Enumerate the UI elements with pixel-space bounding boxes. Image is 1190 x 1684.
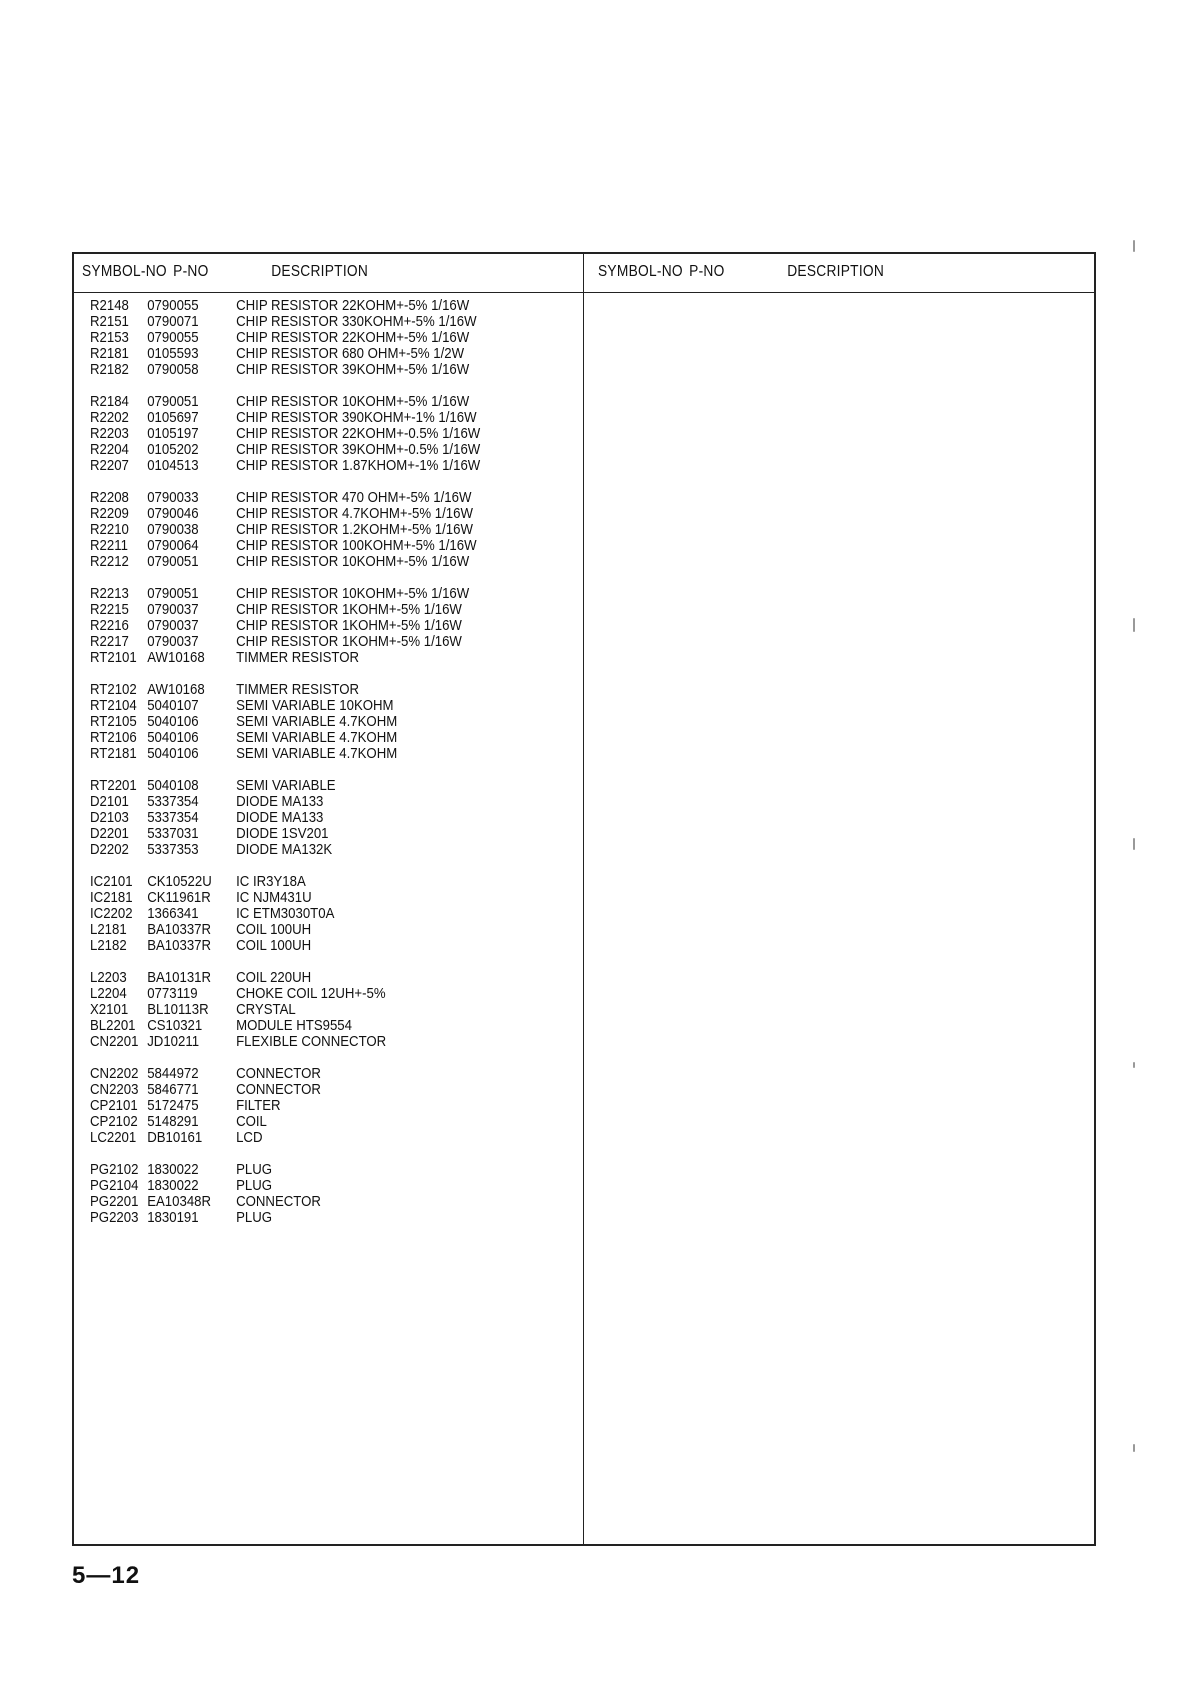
description-cell: COIL 100UH — [236, 937, 312, 955]
table-row — [90, 730, 512, 746]
description-cell: CHIP RESISTOR 10KOHM+-5% 1/16W — [236, 392, 470, 410]
p-no-cell: 5844972 — [147, 1064, 199, 1082]
table-row — [90, 1178, 512, 1194]
table-row — [90, 1002, 512, 1018]
description-cell: IC ETM3030T0A — [236, 905, 335, 922]
part-group — [90, 970, 570, 1050]
p-no-cell: 5148291 — [147, 1113, 199, 1131]
p-no-cell: 0790037 — [147, 601, 199, 618]
scan-mark — [1133, 838, 1135, 850]
symbol-no-cell: R2202 — [90, 409, 129, 427]
symbol-no-cell: BL2201 — [90, 1017, 136, 1035]
description-cell: COIL 220UH — [236, 968, 312, 986]
parts-list-table — [72, 252, 1096, 1546]
description-cell: CHIP RESISTOR 10KOHM+-5% 1/16W — [236, 553, 470, 571]
symbol-no-cell: R2181 — [90, 345, 129, 363]
symbol-no-cell: L2182 — [90, 937, 127, 955]
part-group — [90, 490, 570, 570]
p-no-cell: 0105197 — [147, 425, 199, 443]
table-row — [90, 970, 512, 986]
table-row — [90, 794, 512, 810]
symbol-no-cell: CN2202 — [90, 1064, 139, 1082]
description-cell: CHIP RESISTOR 100KOHM+-5% 1/16W — [236, 537, 477, 555]
description-cell: IC IR3Y18A — [236, 872, 306, 890]
description-cell: CHIP RESISTOR 1.2KOHM+-5% 1/16W — [236, 521, 473, 539]
description-cell: CHIP RESISTOR 1KOHM+-5% 1/16W — [236, 617, 462, 635]
description-cell: PLUG — [236, 1160, 273, 1178]
table-row — [90, 1210, 512, 1226]
p-no-cell: 0790051 — [147, 584, 199, 602]
description-cell: CHOKE COIL 12UH+-5% — [236, 984, 386, 1002]
description-cell: SEMI VARIABLE — [236, 776, 336, 794]
header-description: DESCRIPTION — [787, 263, 885, 280]
table-row — [90, 810, 512, 826]
p-no-cell: CK10522U — [147, 872, 212, 890]
symbol-no-cell: D2101 — [90, 792, 129, 810]
description-cell: CHIP RESISTOR 1KOHM+-5% 1/16W — [236, 601, 462, 618]
symbol-no-cell: RT2105 — [90, 713, 137, 731]
description-cell: DIODE MA132K — [236, 841, 333, 859]
p-no-cell: 5172475 — [147, 1096, 199, 1114]
part-group — [90, 682, 570, 762]
symbol-no-cell: R2212 — [90, 553, 129, 571]
table-row — [90, 522, 512, 538]
table-row — [90, 986, 512, 1002]
table-row — [90, 1130, 512, 1146]
table-row — [90, 682, 512, 698]
p-no-cell: 5040108 — [147, 776, 199, 794]
description-cell: CONNECTOR — [236, 1064, 321, 1082]
p-no-cell: 5846771 — [147, 1080, 199, 1098]
description-cell: IC NJM431U — [236, 888, 312, 906]
part-group — [90, 1066, 570, 1146]
symbol-no-cell: L2203 — [90, 968, 127, 986]
symbol-no-cell: PG2203 — [90, 1209, 139, 1226]
header-divider — [74, 292, 1094, 293]
symbol-no-cell: R2210 — [90, 521, 129, 539]
description-cell: DIODE 1SV201 — [236, 825, 329, 843]
description-cell: SEMI VARIABLE 4.7KOHM — [236, 729, 398, 747]
part-group — [90, 778, 570, 858]
symbol-no-cell: RT2106 — [90, 729, 137, 747]
symbol-no-cell: RT2102 — [90, 680, 137, 698]
table-row — [90, 362, 512, 378]
scan-mark — [1133, 618, 1135, 632]
p-no-cell: AW10168 — [147, 680, 205, 698]
description-cell: COIL 100UH — [236, 921, 312, 939]
table-row — [90, 826, 512, 842]
table-row — [90, 314, 512, 330]
table-row — [90, 634, 512, 650]
p-no-cell: 0105593 — [147, 345, 199, 363]
scan-mark — [1133, 240, 1135, 252]
symbol-no-cell: R2182 — [90, 361, 129, 379]
p-no-cell: BL10113R — [147, 1000, 209, 1018]
description-cell: TIMMER RESISTOR — [236, 649, 360, 667]
parts-rows — [90, 298, 570, 1242]
part-group — [90, 394, 570, 474]
table-row — [90, 602, 512, 618]
table-row — [90, 714, 512, 730]
p-no-cell: 0790038 — [147, 521, 199, 539]
table-row — [90, 1194, 512, 1210]
p-no-cell: 5337354 — [147, 809, 199, 827]
table-row — [90, 890, 512, 906]
symbol-no-cell: RT2181 — [90, 745, 137, 763]
symbol-no-cell: D2103 — [90, 809, 129, 827]
table-row — [90, 1082, 512, 1098]
table-row — [90, 506, 512, 522]
column-divider — [583, 254, 584, 1544]
description-cell: CHIP RESISTOR 470 OHM+-5% 1/16W — [236, 488, 472, 506]
table-row — [90, 938, 512, 954]
p-no-cell: BA10337R — [147, 921, 212, 939]
p-no-cell: 5337031 — [147, 825, 199, 843]
table-row — [90, 1018, 512, 1034]
p-no-cell: 0773119 — [147, 984, 198, 1002]
symbol-no-cell: R2209 — [90, 505, 129, 523]
p-no-cell: 0790058 — [147, 361, 199, 379]
symbol-no-cell: RT2104 — [90, 696, 137, 714]
symbol-no-cell: IC2202 — [90, 905, 133, 922]
p-no-cell: AW10168 — [147, 649, 205, 667]
description-cell: SEMI VARIABLE 10KOHM — [236, 696, 394, 714]
description-cell: CHIP RESISTOR 1.87KHOM+-1% 1/16W — [236, 457, 481, 475]
table-row — [90, 1034, 512, 1050]
p-no-cell: 0790051 — [147, 553, 199, 571]
table-row — [90, 538, 512, 554]
page-number: 5—12 — [72, 1562, 141, 1589]
description-cell: TIMMER RESISTOR — [236, 680, 360, 698]
symbol-no-cell: D2202 — [90, 841, 129, 859]
description-cell: CONNECTOR — [236, 1192, 321, 1210]
p-no-cell: 0104513 — [147, 457, 199, 475]
symbol-no-cell: CN2203 — [90, 1080, 139, 1098]
p-no-cell: CK11961R — [147, 888, 211, 906]
scan-mark — [1133, 1062, 1135, 1068]
scan-mark — [1133, 1444, 1135, 1452]
table-row — [90, 698, 512, 714]
table-row — [90, 410, 512, 426]
header-p-no: P-NO — [173, 263, 209, 280]
table-row — [90, 1066, 512, 1082]
p-no-cell: 1830191 — [147, 1209, 199, 1226]
symbol-no-cell: RT2101 — [90, 649, 137, 667]
symbol-no-cell: IC2101 — [90, 872, 133, 890]
symbol-no-cell: R2207 — [90, 457, 129, 475]
description-cell: CHIP RESISTOR 22KOHM+-5% 1/16W — [236, 297, 470, 314]
table-row — [90, 298, 512, 314]
p-no-cell: 1366341 — [147, 905, 199, 922]
symbol-no-cell: X2101 — [90, 1000, 129, 1018]
p-no-cell: 0790055 — [147, 297, 199, 314]
description-cell: COIL — [236, 1113, 267, 1131]
table-row — [90, 554, 512, 570]
header-p-no: P-NO — [689, 263, 725, 280]
symbol-no-cell: PG2102 — [90, 1160, 139, 1178]
symbol-no-cell: L2181 — [90, 921, 127, 939]
p-no-cell: 0790033 — [147, 488, 199, 506]
p-no-cell: 0790055 — [147, 329, 199, 347]
left-header — [82, 263, 368, 281]
table-row — [90, 394, 512, 410]
p-no-cell: 5337354 — [147, 792, 199, 810]
symbol-no-cell: CP2102 — [90, 1113, 138, 1131]
table-row — [90, 442, 512, 458]
description-cell: CHIP RESISTOR 330KOHM+-5% 1/16W — [236, 313, 477, 331]
header-description: DESCRIPTION — [271, 263, 369, 280]
symbol-no-cell: LC2201 — [90, 1129, 137, 1147]
p-no-cell: BA10131R — [147, 968, 212, 986]
description-cell: CHIP RESISTOR 1KOHM+-5% 1/16W — [236, 633, 462, 651]
description-cell: SEMI VARIABLE 4.7KOHM — [236, 745, 398, 763]
symbol-no-cell: R2208 — [90, 488, 129, 506]
description-cell: FLEXIBLE CONNECTOR — [236, 1033, 387, 1051]
description-cell: LCD — [236, 1129, 263, 1147]
description-cell: CHIP RESISTOR 4.7KOHM+-5% 1/16W — [236, 505, 473, 523]
table-row — [90, 1098, 512, 1114]
p-no-cell: 0790051 — [147, 392, 199, 410]
header-symbol-no: SYMBOL-NO — [598, 263, 683, 280]
table-row — [90, 906, 512, 922]
part-group — [90, 298, 570, 378]
description-cell: CHIP RESISTOR 22KOHM+-5% 1/16W — [236, 329, 470, 347]
symbol-no-cell: R2151 — [90, 313, 129, 331]
p-no-cell: 5040106 — [147, 729, 199, 747]
description-cell: MODULE HTS9554 — [236, 1017, 352, 1035]
p-no-cell: JD10211 — [147, 1033, 200, 1051]
description-cell: CHIP RESISTOR 390KOHM+-1% 1/16W — [236, 409, 477, 427]
symbol-no-cell: R2153 — [90, 329, 129, 347]
symbol-no-cell: PG2104 — [90, 1176, 139, 1194]
table-row — [90, 618, 512, 634]
description-cell: CRYSTAL — [236, 1000, 296, 1018]
description-cell: DIODE MA133 — [236, 792, 324, 810]
table-row — [90, 650, 512, 666]
description-cell: CHIP RESISTOR 22KOHM+-0.5% 1/16W — [236, 425, 481, 443]
symbol-no-cell: PG2201 — [90, 1192, 139, 1210]
symbol-no-cell: L2204 — [90, 984, 127, 1002]
symbol-no-cell: R2213 — [90, 584, 129, 602]
symbol-no-cell: R2215 — [90, 601, 129, 618]
p-no-cell: 0790037 — [147, 633, 199, 651]
table-row — [90, 778, 512, 794]
description-cell: CONNECTOR — [236, 1080, 321, 1098]
description-cell: PLUG — [236, 1209, 273, 1226]
symbol-no-cell: R2203 — [90, 425, 129, 443]
description-cell: CHIP RESISTOR 10KOHM+-5% 1/16W — [236, 584, 470, 602]
symbol-no-cell: R2148 — [90, 297, 129, 314]
p-no-cell: 1830022 — [147, 1176, 199, 1194]
header-symbol-no: SYMBOL-NO — [82, 263, 167, 280]
symbol-no-cell: R2204 — [90, 441, 129, 459]
table-row — [90, 842, 512, 858]
p-no-cell: 0790046 — [147, 505, 199, 523]
symbol-no-cell: RT2201 — [90, 776, 137, 794]
description-cell: CHIP RESISTOR 39KOHM+-5% 1/16W — [236, 361, 470, 379]
p-no-cell: 5040106 — [147, 713, 199, 731]
description-cell: SEMI VARIABLE 4.7KOHM — [236, 713, 398, 731]
p-no-cell: 0790071 — [147, 313, 199, 331]
part-group — [90, 1162, 570, 1226]
part-group — [90, 586, 570, 666]
symbol-no-cell: R2211 — [90, 537, 128, 555]
table-row — [90, 330, 512, 346]
table-row — [90, 746, 512, 762]
p-no-cell: 0790064 — [147, 537, 199, 555]
table-row — [90, 874, 512, 890]
table-row — [90, 490, 512, 506]
p-no-cell: 1830022 — [147, 1160, 199, 1178]
symbol-no-cell: R2216 — [90, 617, 129, 635]
p-no-cell: DB10161 — [147, 1129, 203, 1147]
symbol-no-cell: R2184 — [90, 392, 129, 410]
symbol-no-cell: CN2201 — [90, 1033, 139, 1051]
right-header — [598, 263, 884, 281]
description-cell: DIODE MA133 — [236, 809, 324, 827]
part-group — [90, 874, 570, 954]
p-no-cell: EA10348R — [147, 1192, 212, 1210]
p-no-cell: CS10321 — [147, 1017, 203, 1035]
p-no-cell: 0105697 — [147, 409, 199, 427]
symbol-no-cell: IC2181 — [90, 888, 133, 906]
table-row — [90, 1114, 512, 1130]
table-row — [90, 426, 512, 442]
p-no-cell: 5040106 — [147, 745, 199, 763]
table-row — [90, 458, 512, 474]
table-row — [90, 1162, 512, 1178]
description-cell: CHIP RESISTOR 680 OHM+-5% 1/2W — [236, 345, 465, 363]
description-cell: FILTER — [236, 1096, 281, 1114]
symbol-no-cell: D2201 — [90, 825, 129, 843]
p-no-cell: BA10337R — [147, 937, 212, 955]
symbol-no-cell: R2217 — [90, 633, 129, 651]
symbol-no-cell: CP2101 — [90, 1096, 138, 1114]
p-no-cell: 5040107 — [147, 696, 199, 714]
p-no-cell: 0790037 — [147, 617, 199, 635]
p-no-cell: 0105202 — [147, 441, 199, 459]
table-row — [90, 586, 512, 602]
p-no-cell: 5337353 — [147, 841, 199, 859]
description-cell: CHIP RESISTOR 39KOHM+-0.5% 1/16W — [236, 441, 481, 459]
table-row — [90, 922, 512, 938]
description-cell: PLUG — [236, 1176, 273, 1194]
table-row — [90, 346, 512, 362]
